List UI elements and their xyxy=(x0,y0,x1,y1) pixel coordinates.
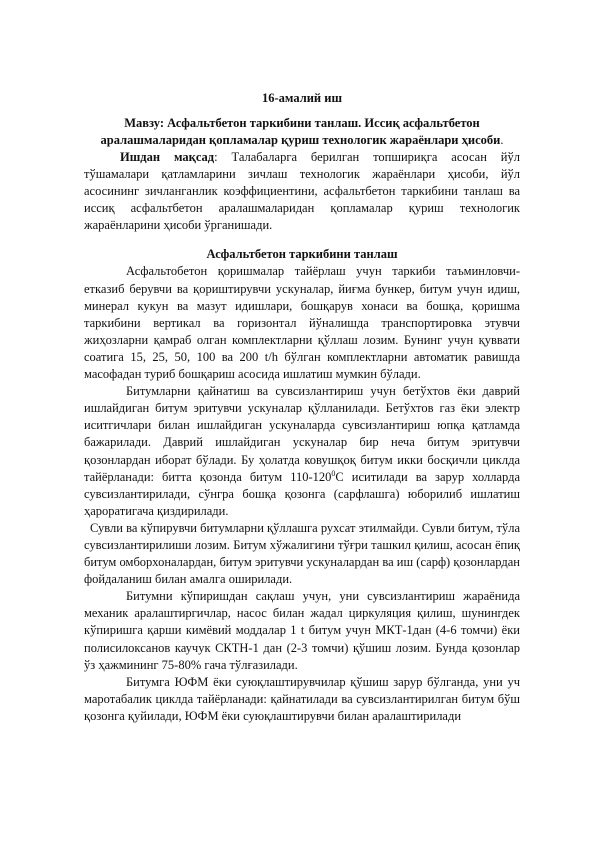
paragraph-2-text-b: С иситилади ва зарур холларда сувсизлантирилади, сўнгра бошқа қозонга (сарфлашга) юборилиб ишлатиш ҳароратигача қиздирилади. xyxy=(84,469,520,518)
paragraph-5: Битумга ЮФМ ёки суюқлаштирувчилар қўшиш зарур бўлганда, уни уч маротабалик циклда тайёрланади: қайнатилади ва сувсизлантирилган битум бўш қозонга қуйилади, ЮФМ ёки суюқлаштирувчи билан аралаштирилади xyxy=(84,674,520,723)
goal-label: Ишдан мақсад xyxy=(120,150,215,164)
paragraph-2-text-a: Битумларни қайнатиш ва сувсизлантириш учун бетўхтов ёки даврий ишлайдиган битум эритувчи ускуналар қўлланилади. Бетўхтов газ ёки электр иситгичлари билан ишлайдиган ускуналарда сувсизлантириш юпқа қатламда бажарилади. Даврий ишлайдиган ускуналар бир неча битум эритувчи қозонлардан иборат бўлади. Бу ҳолатда ковушқоқ битум икки босқичли циклда тайёрланади: битта қозонда битум 110-120 xyxy=(84,384,520,484)
document-page xyxy=(84,90,520,725)
paragraph-3: Сувли ва кўпирувчи битумларни қўллашга рухсат этилмайди. Сувли битум, тўла сувсизлантирилиши лозим. Битум хўжалигини тўғри ташкил қилиш, асосан ёпиқ битум омборхоналардан, битум эритувчи ускуналардан ва иш (сарф) қозонлардан фойдаланиш билан амалга оширилади. xyxy=(84,520,520,587)
subject-tail: . xyxy=(500,133,504,147)
degree-superscript: 0 xyxy=(331,468,336,478)
paragraph-4: Битумни кўпиришдан сақлаш учун, уни сувсизлантириш жараёнида механик аралаштиргичлар, насос билан жадал циркуляция қилиш, шунингдек кўпиришга қарши кимёвий моддалар 1 t битум учун МКТ-1дан (4-6 томчи) ёки полисилоксанов каучук СКТН-1 дан (2-3 томчи) қўшиш лозим. Бунда қозонлар ўз ҳажмининг 75-80% гача тўлғазилади. xyxy=(84,589,520,672)
subject-main: Мавзу: Асфальтбетон таркибини танлаш. Иссиқ асфальтбетон аралашмаларидан қопламалар қуриш технологик жараёнлари ҳисоби xyxy=(100,116,501,147)
paragraph-2 xyxy=(84,383,520,520)
goal-text: : Талабаларга берилган топшириқга асосан йўл тўшамалари қатламларини зичлаш технологик жараёнлари ҳисоби, йўл асосининг зичланганлик коэффициентини, асфальтбетон таркибини танлаш ва иссиқ асфальтбетон аралашмаларидан қопламалар қуриш технологик жараёнларини ҳисоби ўрганишади. xyxy=(84,150,520,233)
page-title: 16-амалий иш xyxy=(262,91,342,105)
paragraph-1: Асфальтобетон қоришмалар тайёрлаш учун таркиби таъминловчи-етказиб берувчи ва қориштирувчи ускуналар, йиғма бункер, битум учун идиш, минерал кукун ва мазут идишлари, бошқарув хонаси ва бошқа, қоришма таркибини вертикал ва горизонтал йўналишда транспортировка этувчи жиҳозларни қамраб олган комплектларни қўллаш лозим. Бунинг учун қуввати соатига 15, 25, 50, 100 ва 200 t/h бўлган комплектларни автоматик равишда масофадан туриб бошқариш асосида ишлатиш мумкин бўлади. xyxy=(84,264,520,382)
goal-paragraph xyxy=(84,149,520,234)
section-heading: Асфальтбетон таркибини танлаш xyxy=(206,247,398,262)
subject-heading xyxy=(84,115,520,149)
